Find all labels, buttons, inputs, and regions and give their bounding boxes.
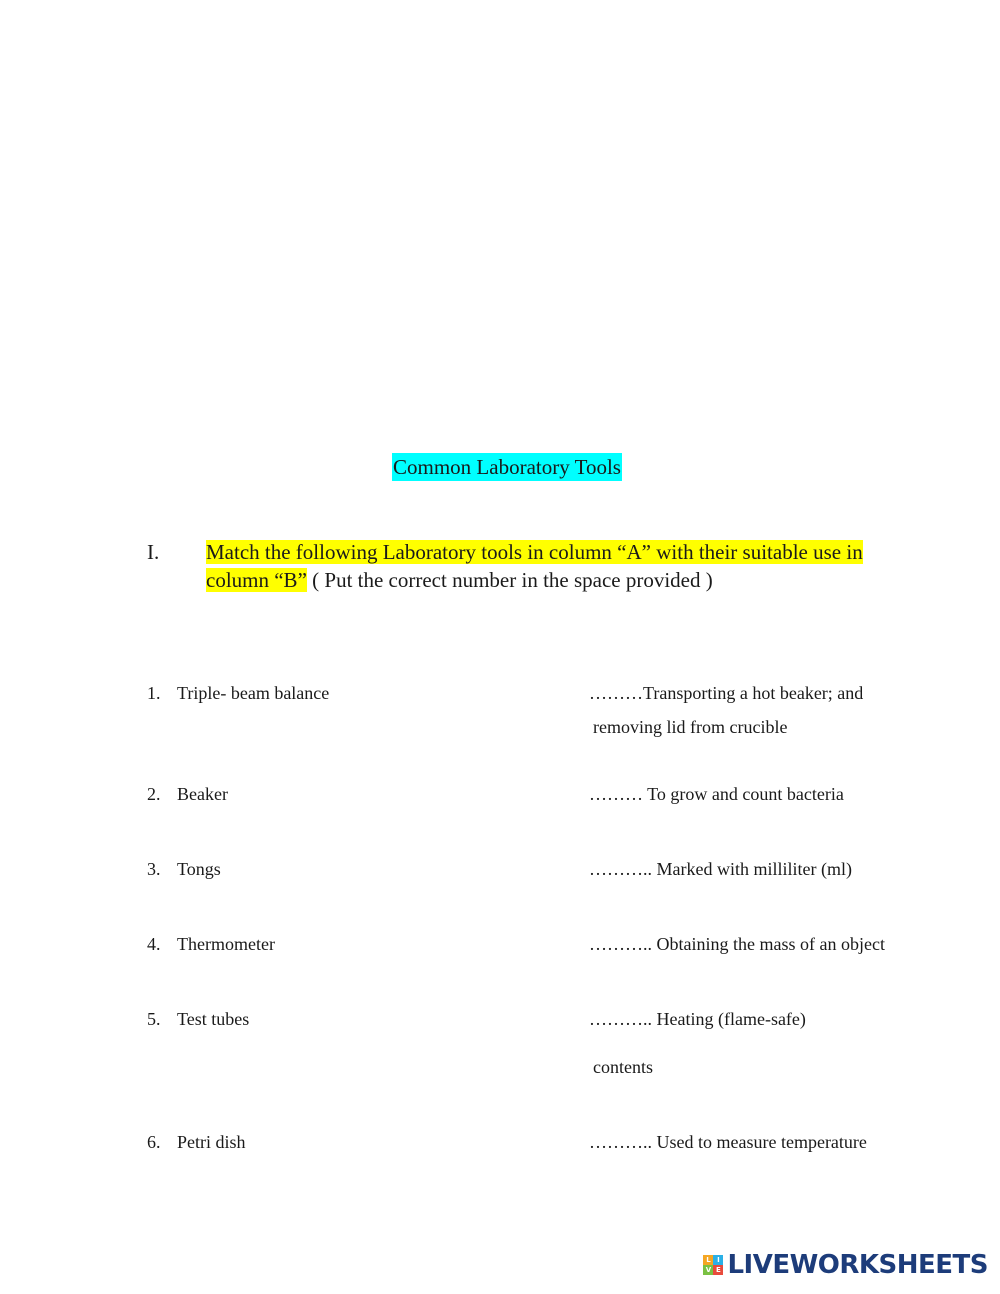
liveworksheets-logo xyxy=(703,1250,988,1280)
column-a-item xyxy=(147,1007,249,1031)
column-b-item[interactable]: ……….. Obtaining the mass of an object xyxy=(589,934,885,954)
item-label: Beaker xyxy=(177,784,228,804)
logo-letter-i: I xyxy=(713,1255,723,1265)
instruction-rest: ( Put the correct number in the space provided ) xyxy=(306,568,713,592)
liveworksheets-logo-icon xyxy=(703,1255,723,1275)
item-label: Petri dish xyxy=(177,1132,246,1152)
section-number: I. xyxy=(147,540,160,564)
instruction-text xyxy=(206,538,906,594)
item-number: 5. xyxy=(147,1009,161,1029)
liveworksheets-logo-text: LIVEWORKSHEETS xyxy=(727,1250,988,1280)
column-a-item xyxy=(147,782,228,806)
item-number: 6. xyxy=(147,1132,161,1152)
column-a-item xyxy=(147,932,275,956)
column-a-item xyxy=(147,857,221,881)
item-number: 2. xyxy=(147,784,161,804)
column-b-continuation: contents xyxy=(593,1057,653,1077)
page-title: Common Laboratory Tools xyxy=(393,455,621,479)
column-b-item[interactable]: ………Transporting a hot beaker; and xyxy=(589,683,864,703)
item-label: Tongs xyxy=(177,859,221,879)
instruction-highlighted: Match the following Laboratory tools in column “A” with their suitable use in column “B” xyxy=(206,540,863,592)
logo-letter-l: L xyxy=(703,1255,713,1265)
column-b-item[interactable]: ……… To grow and count bacteria xyxy=(589,784,844,804)
logo-letter-v: V xyxy=(703,1265,713,1275)
column-b-item[interactable]: ……….. Marked with milliliter (ml) xyxy=(589,859,852,879)
item-label: Triple- beam balance xyxy=(177,683,330,703)
column-b-item[interactable]: ……….. Used to measure temperature xyxy=(589,1132,867,1152)
logo-letter-e: E xyxy=(713,1265,723,1275)
item-number: 3. xyxy=(147,859,161,879)
item-number: 1. xyxy=(147,683,161,703)
item-label: Test tubes xyxy=(177,1009,250,1029)
item-label: Thermometer xyxy=(177,934,275,954)
column-b-item[interactable]: ……….. Heating (flame-safe) xyxy=(589,1009,806,1029)
item-number: 4. xyxy=(147,934,161,954)
column-a-item xyxy=(147,1130,246,1154)
column-b-continuation: removing lid from crucible xyxy=(593,717,788,737)
column-a-item xyxy=(147,681,329,705)
